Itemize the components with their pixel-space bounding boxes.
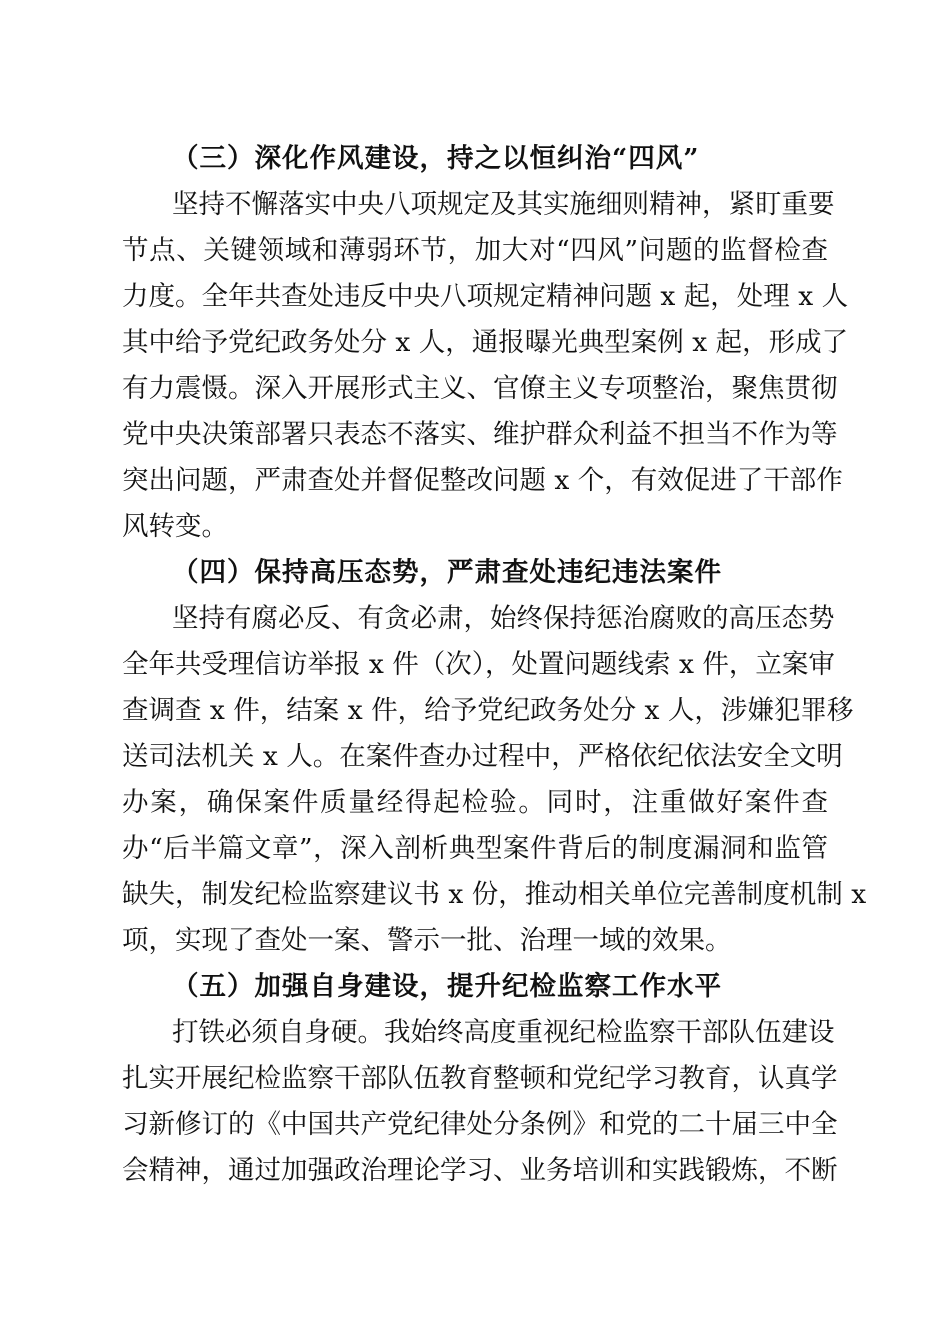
paragraph-line: 习新修订的《中国共产党纪律处分条例》和党的二十届三中全	[122, 1109, 838, 1140]
paragraph-line: 党中央决策部署只表态不落实、维护群众利益不担当不作为等	[122, 419, 838, 450]
paragraph-line: 风转变。	[122, 511, 228, 542]
paragraph-line: 节点、关键领域和薄弱环节，加大对“四风”问题的监督检查	[122, 235, 828, 266]
paragraph-line: 坚持不懈落实中央八项规定及其实施细则精神，紧盯重要	[172, 189, 835, 220]
paragraph-line: 送司法机关 x 人。在案件查办过程中，严格依纪依法安全文明	[122, 741, 843, 772]
section-heading-5: （五）加强自身建设，提升纪检监察工作水平	[172, 971, 722, 1002]
paragraph-line: 全年共受理信访举报 x 件（次），处置问题线索 x 件，立案审	[122, 649, 835, 680]
paragraph-line: 办“后半篇文章”，深入剖析典型案件背后的制度漏洞和监管	[122, 833, 828, 864]
paragraph-line: 力度。全年共查处违反中央八项规定精神问题 x 起，处理 x 人	[122, 281, 849, 312]
section-heading-4: （四）保持高压态势，严肃查处违纪违法案件	[172, 557, 722, 588]
paragraph-line: 有力震慑。深入开展形式主义、官僚主义专项整治，聚焦贯彻	[122, 373, 838, 404]
paragraph-line: 其中给予党纪政务处分 x 人，通报曝光典型案例 x 起，形成了	[122, 327, 849, 358]
section-heading-3: （三）深化作风建设，持之以恒纠治“四风”	[172, 143, 700, 174]
paragraph-line: 打铁必须自身硬。我始终高度重视纪检监察干部队伍建设	[172, 1017, 835, 1048]
paragraph-line: 缺失，制发纪检监察建议书 x 份，推动相关单位完善制度机制 x	[122, 879, 867, 910]
paragraph-line: 突出问题，严肃查处并督促整改问题 x 个，有效促进了干部作	[122, 465, 843, 496]
paragraph-line: 会精神，通过加强政治理论学习、业务培训和实践锻炼，不断	[122, 1155, 838, 1186]
paragraph-line: 项，实现了查处一案、警示一批、治理一域的效果。	[122, 925, 732, 956]
paragraph-line: 扎实开展纪检监察干部队伍教育整顿和党纪学习教育，认真学	[122, 1063, 838, 1094]
paragraph-line: 办案，确保案件质量经得起检验。同时，注重做好案件查	[122, 787, 828, 818]
paragraph-line: 坚持有腐必反、有贪必肃，始终保持惩治腐败的高压态势	[172, 603, 835, 634]
paragraph-line: 查调查 x 件，结案 x 件，给予党纪政务处分 x 人，涉嫌犯罪移	[122, 695, 854, 726]
